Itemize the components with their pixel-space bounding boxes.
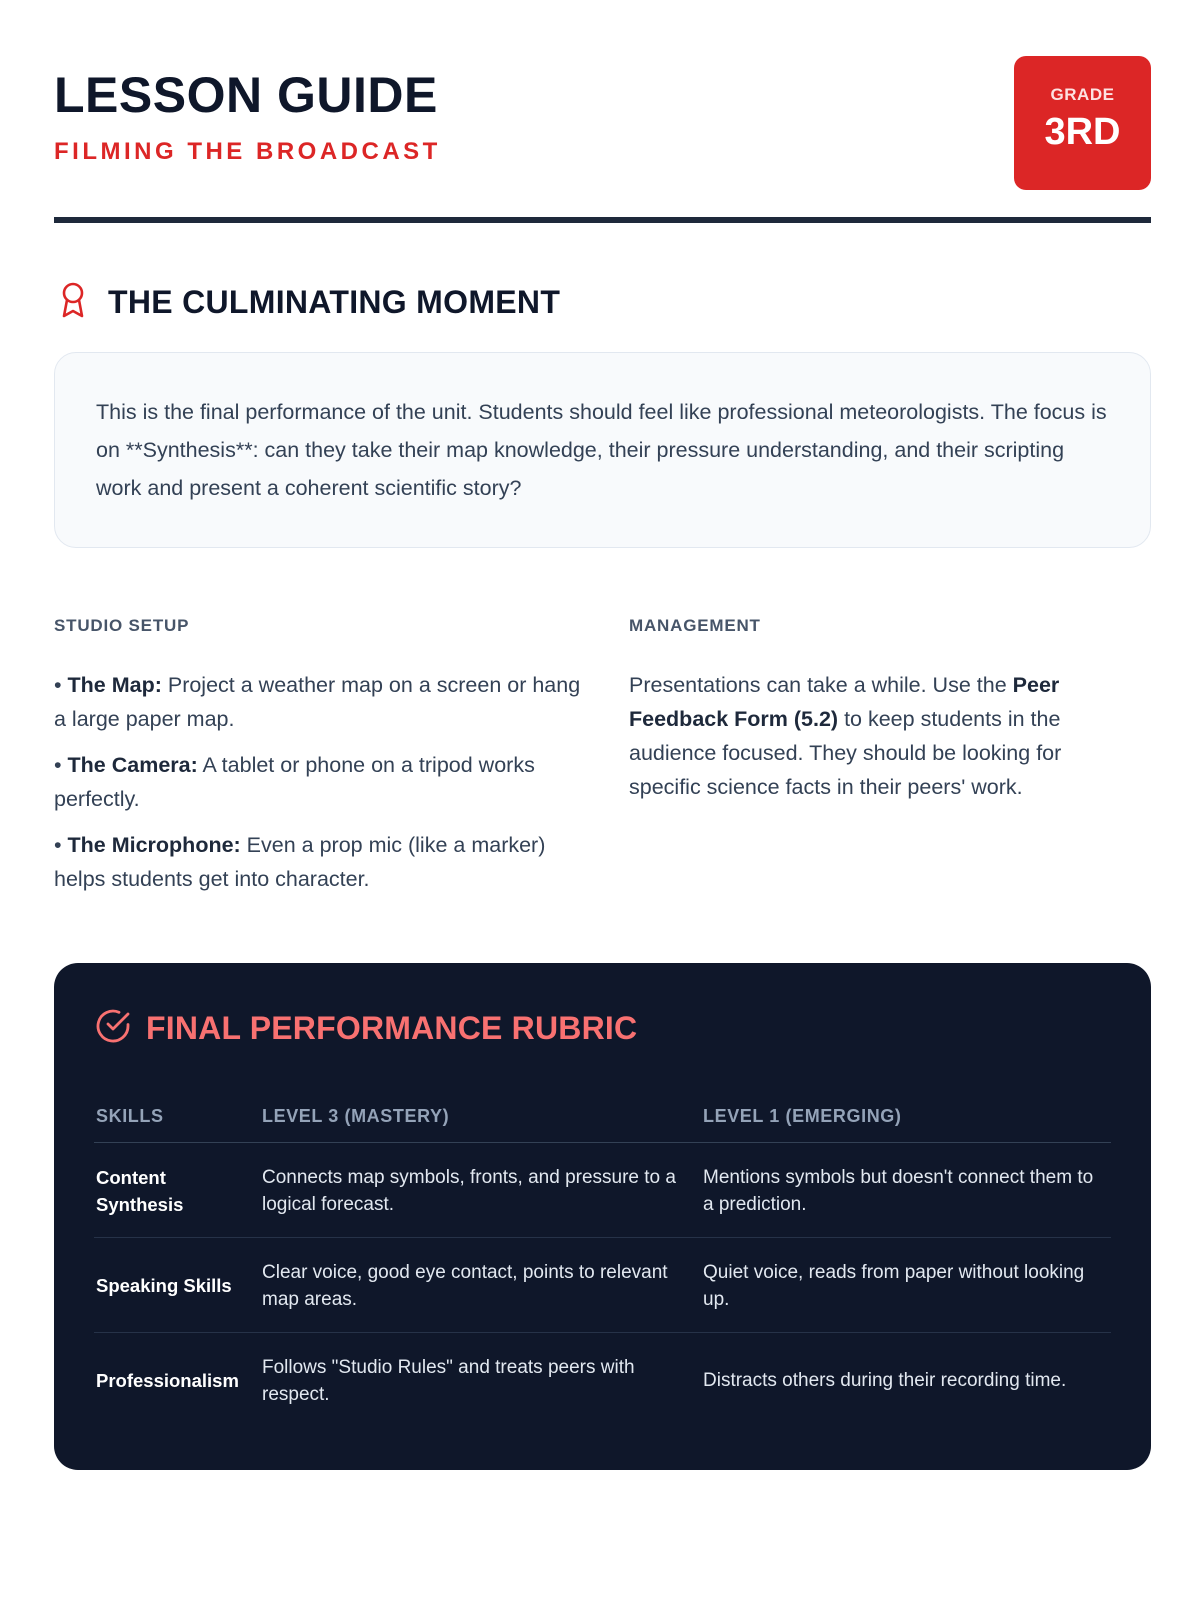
intro-callout: [54, 352, 1151, 548]
list-item-label: The Camera:: [67, 753, 198, 777]
management-text-before: Presentations can take a while. Use the: [629, 673, 1013, 697]
page-subtitle: FILMING THE BROADCAST: [54, 138, 441, 165]
management-text: [629, 668, 1129, 804]
culminating-heading: [58, 280, 560, 324]
table-row: [94, 1238, 1111, 1333]
rubric-table-header: [94, 1063, 1111, 1143]
emerging-cell: Distracts others during their recording time.: [703, 1370, 1067, 1391]
list-item-text: Project a weather map on a screen or hang a large paper map.: [54, 673, 581, 731]
rubric-heading-text: FINAL PERFORMANCE RUBRIC: [146, 1009, 638, 1046]
column-header-emerging: LEVEL 1 (EMERGING): [703, 1106, 902, 1126]
skill-cell: Speaking Skills: [96, 1275, 232, 1296]
column-header-skills: SKILLS: [96, 1106, 164, 1126]
list-item-label: The Microphone:: [67, 833, 241, 857]
management-title: MANAGEMENT: [629, 616, 761, 635]
check-circle-icon: [94, 1007, 132, 1050]
mastery-cell: Clear voice, good eye contact, points to relevant map areas.: [262, 1261, 668, 1310]
list-item: • The Camera: A tablet or phone on a tripod works perfectly.: [54, 753, 535, 811]
studio-setup-section: [54, 617, 594, 908]
peer-feedback-form-ref: Peer Feedback Form (5.2): [629, 673, 1060, 731]
list-item-label: The Map:: [67, 673, 162, 697]
management-text-after: to keep students in the audience focused. They should be looking for specific science facts in their peers' work.: [629, 707, 1062, 799]
intro-text: This is the final performance of the unit. Students should feel like professional meteorologists. The focus is on **Synthesis**: can they take their map knowledge, their pressure understanding, and their scripting work and present a coherent scientific story?: [96, 400, 1107, 500]
grade-badge: [1014, 56, 1151, 190]
studio-setup-list: [54, 668, 594, 896]
emerging-cell: Mentions symbols but doesn't connect them to a prediction.: [703, 1166, 1094, 1215]
management-section: [629, 617, 1129, 804]
table-row: [94, 1333, 1111, 1428]
rubric-heading: [94, 1008, 637, 1048]
emerging-cell: Quiet voice, reads from paper without looking up.: [703, 1261, 1085, 1310]
page-title: LESSON GUIDE: [54, 67, 438, 123]
list-item-text: A tablet or phone on a tripod works perfectly.: [54, 753, 535, 811]
skill-cell: Content Synthesis: [96, 1166, 184, 1215]
grade-value: 3RD: [1044, 111, 1121, 153]
list-item: • The Microphone: Even a prop mic (like a marker) helps students get into character.: [54, 833, 546, 891]
rubric-panel: [54, 963, 1151, 1470]
mastery-cell: Connects map symbols, fronts, and pressure to a logical forecast.: [262, 1166, 676, 1215]
page-header: [54, 56, 1151, 190]
grade-label: GRADE: [1050, 85, 1115, 104]
list-item-text: Even a prop mic (like a marker) helps students get into character.: [54, 833, 546, 891]
list-item: • The Map: Project a weather map on a screen or hang a large paper map.: [54, 673, 581, 731]
skill-cell: Professionalism: [96, 1370, 239, 1391]
table-row: [94, 1143, 1111, 1238]
column-header-mastery: LEVEL 3 (MASTERY): [262, 1106, 450, 1126]
culminating-heading-text: THE CULMINATING MOMENT: [108, 283, 561, 320]
studio-setup-title: STUDIO SETUP: [54, 616, 190, 635]
award-ribbon-icon: [58, 281, 88, 324]
mastery-cell: Follows "Studio Rules" and treats peers with respect.: [262, 1356, 635, 1405]
rubric-table: [94, 1063, 1111, 1428]
header-divider: [54, 217, 1151, 223]
